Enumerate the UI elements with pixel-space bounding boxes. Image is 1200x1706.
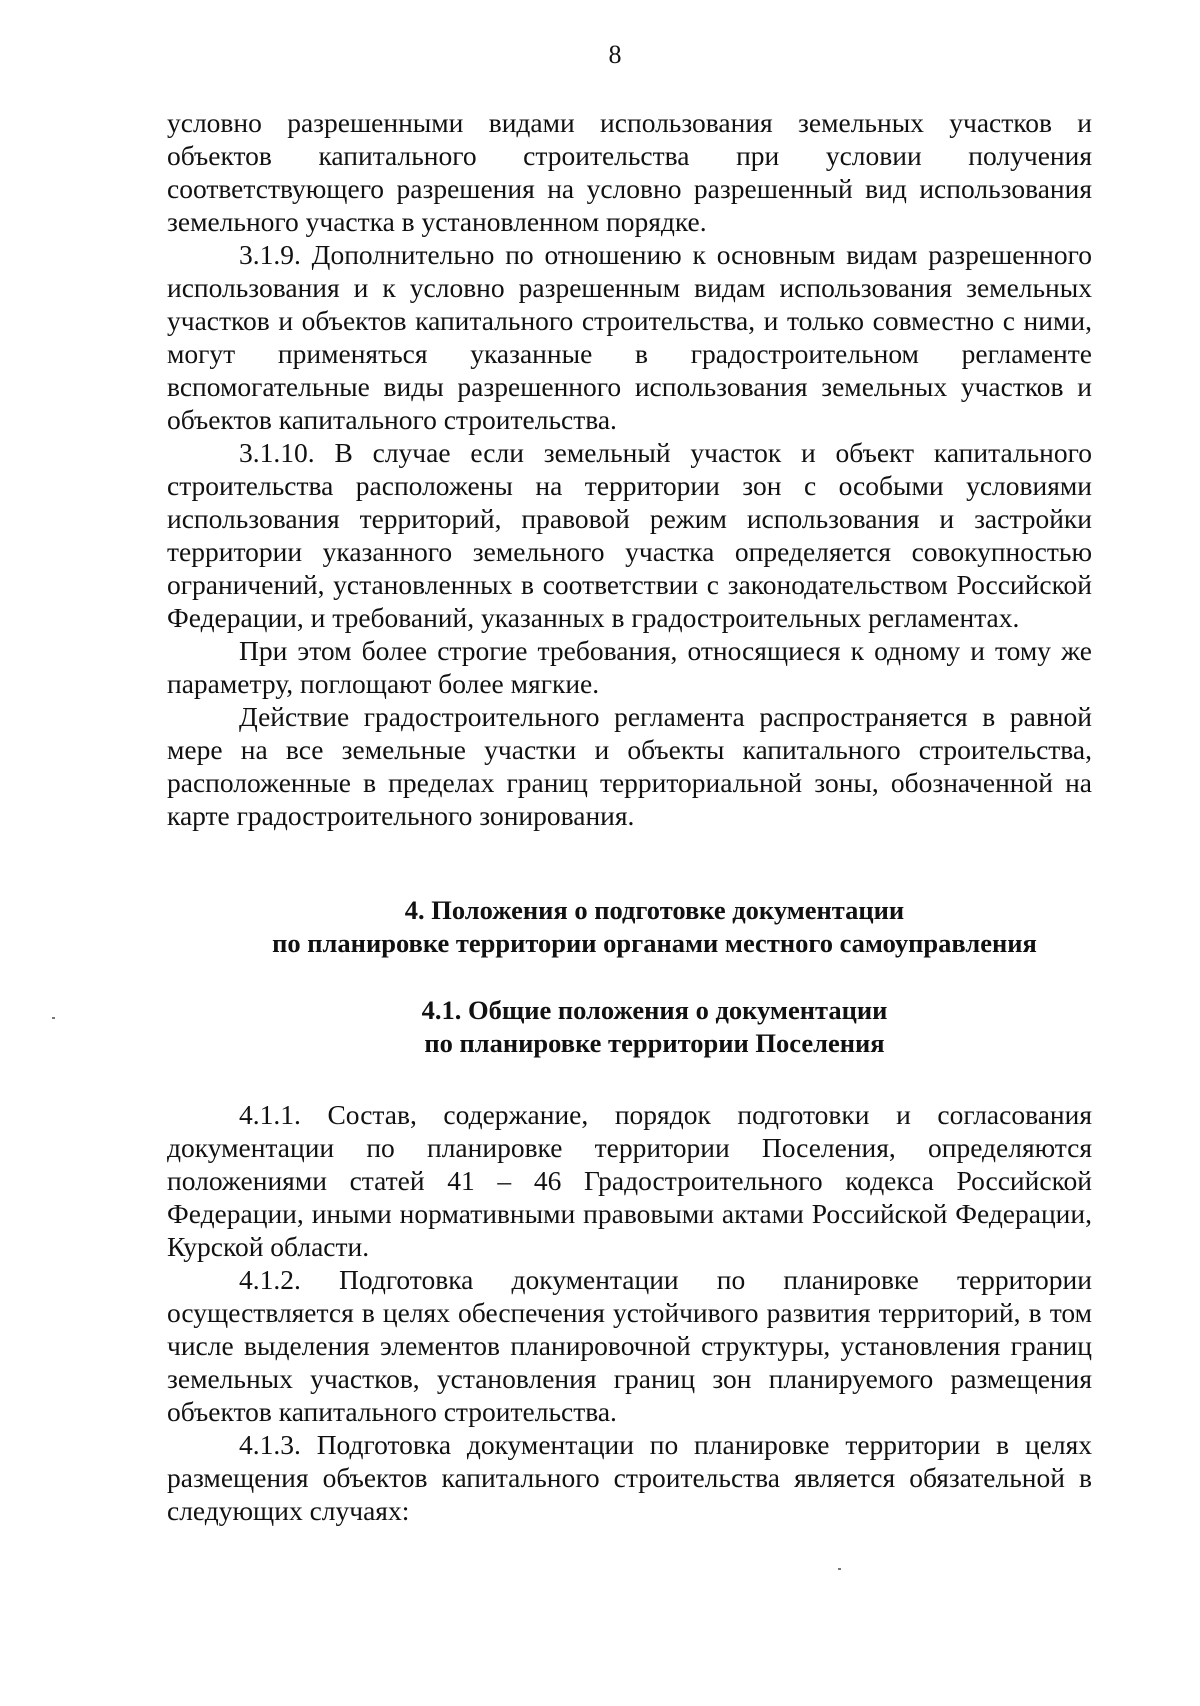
page-number: 8 [608,40,622,69]
spacer [167,960,1092,994]
paragraph-3-1-9: 3.1.9. Дополнительно по отношению к основным видам разрешенного использования и к условно разрешенным видам использования земельных участков и объектов капитального строительства, и только совместно с ними, могут применяться указанные в градостроительном регламенте вспомогательные виды разрешенного использования земельных участков и объектов капитального строительства. [167,239,1092,435]
section-heading-line-2: по планировке территории органами местного самоуправления [272,928,1037,958]
subsection-heading-line-2: по планировке территории Поселения [424,1028,885,1058]
section-heading [159,894,1150,960]
subsection-heading [207,994,1102,1060]
paragraph-4-1-2: 4.1.2. Подготовка документации по планировке территории осуществляется в целях обеспечения устойчивого развития территорий, в том числе выделения элементов планировочной структуры, установления границ земельных участков, установления границ зон планируемого размещения объектов капитального строительства. [167,1264,1092,1427]
scan-speck [838,1568,841,1570]
section-heading-line-1: 4. Положения о подготовке документации [404,895,905,925]
paragraph-4-1-1: 4.1.1. Состав, содержание, порядок подготовки и согласования документации по планировке территории Поселения, определяются положениями статей 41 – 46 Градостроительного кодекса Российской Федерации, иными нормативными правовыми актами Российской Федерации, Курской области. [167,1099,1092,1262]
spacer [167,832,1092,894]
paragraph-strict-requirements: При этом более строгие требования, относящиеся к одному и тому же параметру, поглощают более мягкие. [167,635,1092,699]
spacer [167,1060,1092,1098]
paragraph-continuation: условно разрешенными видами использования земельных участков и объектов капитального строительства при условии получения соответствующего разрешения на условно разрешенный вид использования земельного участка в установленном порядке. [167,107,1092,237]
paragraph-3-1-10: 3.1.10. В случае если земельный участок и объект капитального строительства расположены на территории зон с особыми условиями использования территорий, правовой режим использования и застройки территории указанного земельного участка определяется совокупностью ограничений, установленных в соответствии с законодательством Российской Федерации, и требований, указанных в градостроительных регламентах. [167,437,1092,633]
paragraph-4-1-3: 4.1.3. Подготовка документации по планировке территории в целях размещения объектов капитального строительства является обязательной в следующих случаях: [167,1429,1092,1526]
scan-speck [52,1017,55,1019]
paragraph-regulation-scope: Действие градостроительного регламента распространяется в равной мере на все земельные участки и объекты капитального строительства, расположенные в пределах границ территориальной зоны, обозначенной на карте градостроительного зонирования. [167,701,1092,831]
subsection-heading-line-1: 4.1. Общие положения о документации [421,995,888,1025]
body-text [167,106,1092,1527]
